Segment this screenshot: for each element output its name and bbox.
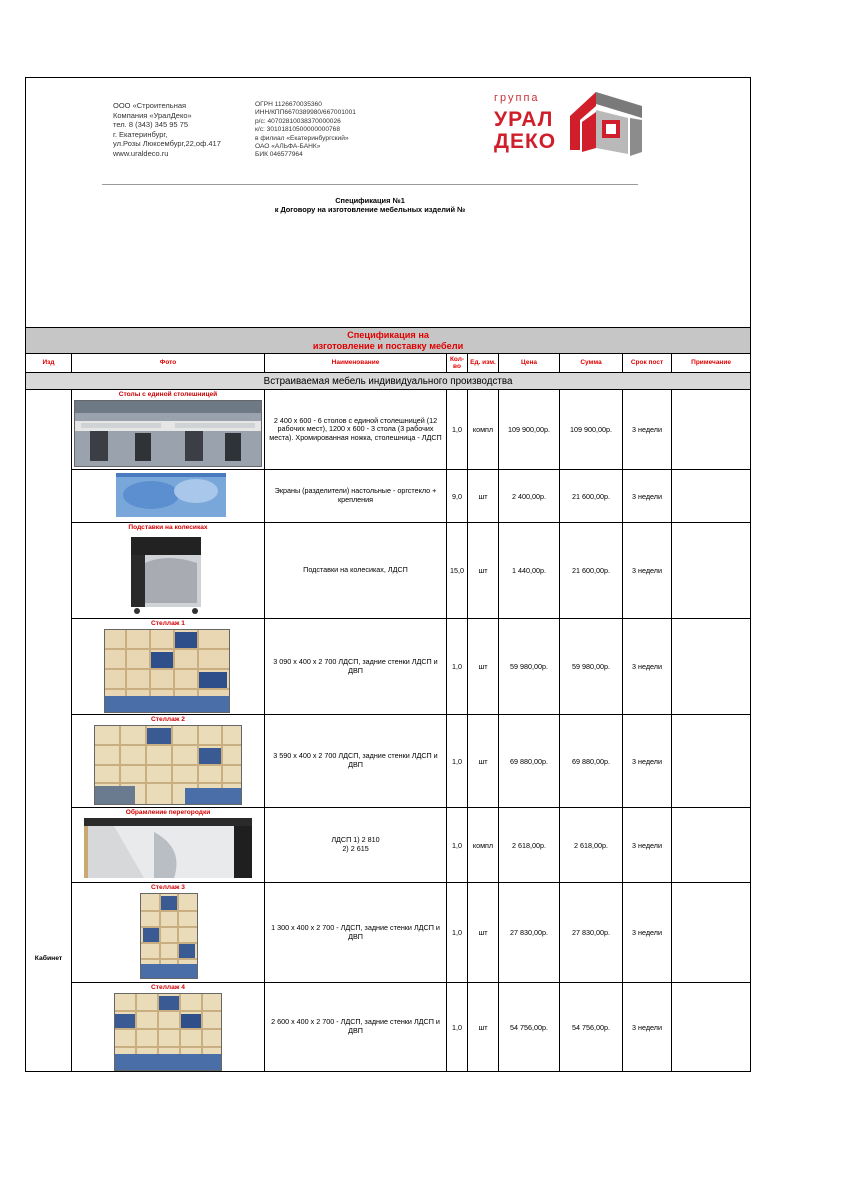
item-price: 109 900,00р. bbox=[499, 390, 560, 470]
col-term: Срок пост bbox=[623, 354, 672, 373]
col-price: Цена bbox=[499, 354, 560, 373]
bank-line: р/с: 40702810038370000026 bbox=[255, 117, 341, 125]
item-sum: 21 600,00р. bbox=[560, 470, 623, 523]
item-price: 2 618,00р. bbox=[499, 808, 560, 883]
photo-cell bbox=[72, 715, 265, 808]
document-title: Спецификация №1 bbox=[335, 196, 405, 205]
table-row bbox=[26, 715, 751, 808]
photo-cell bbox=[72, 523, 265, 619]
photo-title: Стеллаж 1 bbox=[151, 620, 185, 627]
item-unit: шт bbox=[468, 619, 499, 715]
item-note bbox=[672, 808, 751, 883]
photo-cell bbox=[72, 470, 265, 523]
photo-cell bbox=[72, 619, 265, 715]
item-term: 3 недели bbox=[623, 470, 672, 523]
header-divider bbox=[102, 184, 638, 185]
item-term: 3 недели bbox=[623, 808, 672, 883]
item-name: 3 590 х 400 х 2 700 ЛДСП, задние стенки ЛДСП и ДВП bbox=[265, 715, 447, 808]
item-term: 3 недели bbox=[623, 390, 672, 470]
photo-title: Столы с единой столешницей bbox=[118, 391, 218, 398]
col-unit: Ед. изм. bbox=[468, 354, 499, 373]
shelf-photo bbox=[114, 993, 222, 1071]
logo-house-icon bbox=[566, 88, 644, 162]
photo-title: Подставки на колесиках bbox=[128, 524, 208, 531]
table-row bbox=[26, 808, 751, 883]
item-name: 3 090 х 400 х 2 700 ЛДСП, задние стенки ЛДСП и ДВП bbox=[265, 619, 447, 715]
section-title: Встраиваемая мебель индивидуального производства bbox=[26, 373, 751, 390]
item-qty: 1,0 bbox=[447, 715, 468, 808]
company-line: ООО «Строительная bbox=[113, 101, 187, 110]
room-label bbox=[26, 390, 72, 1072]
photo-title: Обрамление перегородки bbox=[125, 809, 211, 816]
photo-cell bbox=[72, 390, 265, 470]
item-sum: 59 980,00р. bbox=[560, 619, 623, 715]
logo-line1: УРАЛ bbox=[494, 108, 554, 131]
section-row bbox=[26, 373, 751, 390]
item-price: 27 830,00р. bbox=[499, 883, 560, 983]
item-name-line2: 2) 2 615 bbox=[342, 844, 369, 853]
table-row bbox=[26, 883, 751, 983]
bank-line: БИК 046577964 bbox=[255, 151, 303, 159]
item-price: 69 880,00р. bbox=[499, 715, 560, 808]
banner-line: изготовление и поставку мебели bbox=[312, 340, 464, 351]
photo-cell bbox=[72, 983, 265, 1072]
item-term: 3 недели bbox=[623, 983, 672, 1072]
company-line: ул.Розы Люксембург,22,оф.417 bbox=[113, 139, 221, 149]
photo-cell bbox=[72, 883, 265, 983]
col-zone: Изд bbox=[26, 354, 72, 373]
item-sum: 69 880,00р. bbox=[560, 715, 623, 808]
item-sum: 2 618,00р. bbox=[560, 808, 623, 883]
spec-table bbox=[25, 327, 751, 1072]
shelf-photo bbox=[140, 893, 198, 979]
item-name: 2 400 х 600 - 6 столов с единой столешницей (12 рабочих мест), 1200 х 600 - 3 стола (3 рабочих места). Хромированная ножка, столешница - ЛДСП bbox=[265, 390, 447, 470]
document-title-block bbox=[100, 196, 640, 214]
item-price: 54 756,00р. bbox=[499, 983, 560, 1072]
table-row bbox=[26, 390, 751, 470]
item-term: 3 недели bbox=[623, 619, 672, 715]
item-unit: шт bbox=[468, 983, 499, 1072]
item-price: 59 980,00р. bbox=[499, 619, 560, 715]
item-unit: компл bbox=[468, 808, 499, 883]
item-sum: 109 900,00р. bbox=[560, 390, 623, 470]
item-sum: 54 756,00р. bbox=[560, 983, 623, 1072]
col-sum: Сумма bbox=[560, 354, 623, 373]
item-note bbox=[672, 523, 751, 619]
col-qty: Кол-во bbox=[447, 354, 468, 373]
table-row bbox=[26, 619, 751, 715]
document-subtitle: к Договору на изготовление мебельных изделий № bbox=[274, 205, 466, 214]
company-line: г. Екатеринбург, bbox=[113, 129, 168, 139]
item-name: Подставки на колесиках, ЛДСП bbox=[265, 523, 447, 619]
logo-line2: ДЕКО bbox=[494, 130, 557, 153]
photo-title: Стеллаж 3 bbox=[151, 884, 185, 891]
item-term: 3 недели bbox=[623, 883, 672, 983]
table-row bbox=[26, 523, 751, 619]
photo-title: Стеллаж 4 bbox=[151, 984, 185, 991]
bank-details bbox=[255, 101, 356, 160]
item-note bbox=[672, 983, 751, 1072]
column-headers bbox=[26, 354, 751, 373]
table-row bbox=[26, 983, 751, 1072]
item-name-line1: ЛДСП 1) 2 810 bbox=[331, 835, 380, 845]
item-term: 3 недели bbox=[623, 715, 672, 808]
company-line: Компания «УралДеко» bbox=[113, 110, 192, 120]
item-note bbox=[672, 619, 751, 715]
company-line: www.uraldeco.ru bbox=[113, 148, 169, 158]
item-name: 1 300 х 400 х 2 700 - ЛДСП, задние стенки ЛДСП и ДВП bbox=[265, 883, 447, 983]
banner-line: Спецификация на bbox=[347, 329, 429, 340]
table-banner bbox=[26, 328, 751, 354]
item-name bbox=[265, 808, 447, 883]
item-qty: 1,0 bbox=[447, 619, 468, 715]
company-info bbox=[113, 101, 221, 159]
desk-photo bbox=[74, 400, 262, 467]
item-qty: 15,0 bbox=[447, 523, 468, 619]
screen-photo bbox=[116, 473, 226, 517]
item-price: 1 440,00р. bbox=[499, 523, 560, 619]
item-sum: 21 600,00р. bbox=[560, 523, 623, 619]
item-note bbox=[672, 715, 751, 808]
item-price: 2 400,00р. bbox=[499, 470, 560, 523]
item-name: Экраны (разделители) настольные - оргстекло + крепления bbox=[265, 470, 447, 523]
item-qty: 1,0 bbox=[447, 983, 468, 1072]
item-unit: шт bbox=[468, 883, 499, 983]
item-note bbox=[672, 470, 751, 523]
item-qty: 1,0 bbox=[447, 390, 468, 470]
item-unit: шт bbox=[468, 470, 499, 523]
item-qty: 1,0 bbox=[447, 808, 468, 883]
item-qty: 1,0 bbox=[447, 883, 468, 983]
bank-line: к/с: 30101810500000000768 bbox=[255, 126, 341, 134]
shelf-photo bbox=[104, 629, 230, 713]
company-logo bbox=[492, 88, 644, 162]
item-unit: шт bbox=[468, 523, 499, 619]
partition-photo bbox=[84, 818, 252, 878]
col-photo: Фото bbox=[72, 354, 265, 373]
item-unit: шт bbox=[468, 715, 499, 808]
item-term: 3 недели bbox=[623, 523, 672, 619]
room-text: Кабинет bbox=[34, 955, 63, 962]
table-row bbox=[26, 470, 751, 523]
photo-title: Стеллаж 2 bbox=[151, 716, 185, 723]
stand-photo bbox=[127, 533, 205, 615]
shelf-photo bbox=[94, 725, 242, 805]
bank-line: ОГРН 1126670035360 bbox=[255, 101, 322, 108]
item-sum: 27 830,00р. bbox=[560, 883, 623, 983]
bank-line: ОАО «АЛЬФА-БАНК» bbox=[255, 143, 321, 151]
col-name: Наименование bbox=[265, 354, 447, 373]
item-note bbox=[672, 390, 751, 470]
company-line: тел. 8 (343) 345 95 75 bbox=[113, 120, 189, 130]
logo-group-text: группа bbox=[494, 92, 540, 104]
item-note bbox=[672, 883, 751, 983]
item-qty: 9,0 bbox=[447, 470, 468, 523]
photo-cell bbox=[72, 808, 265, 883]
col-note: Примечание bbox=[672, 354, 751, 373]
bank-line: ИНН/КПП6670389980/667001001 bbox=[255, 109, 356, 117]
bank-line: в филиал «Екатеринбургский» bbox=[255, 134, 349, 142]
item-name: 2 600 х 400 х 2 700 - ЛДСП, задние стенки ЛДСП и ДВП bbox=[265, 983, 447, 1072]
item-unit: компл bbox=[468, 390, 499, 470]
